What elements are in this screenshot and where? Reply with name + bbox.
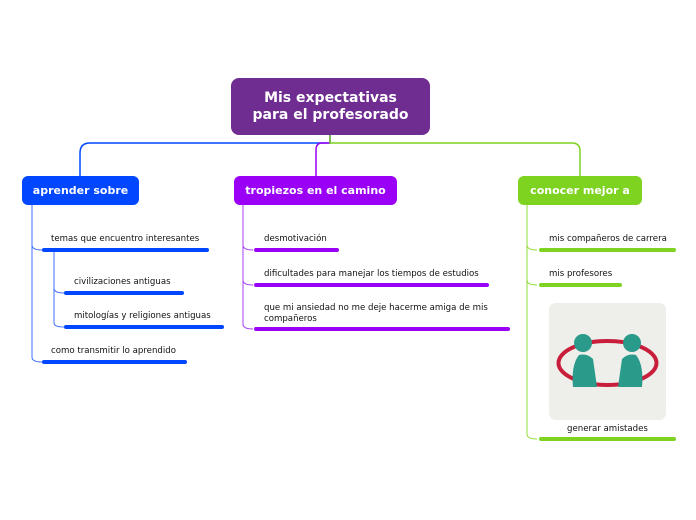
connector-blue-vertical bbox=[32, 205, 42, 362]
connector-green-item2 bbox=[527, 280, 537, 285]
topic-civilizaciones[interactable]: civilizaciones antiguas bbox=[74, 277, 171, 287]
central-topic[interactable] bbox=[231, 78, 430, 135]
connector-blue-sub1 bbox=[54, 288, 64, 293]
central-topic-line1: Mis expectativas bbox=[264, 89, 397, 106]
topic-desmotivacion[interactable]: desmotivación bbox=[264, 234, 327, 244]
connector-root-blue bbox=[80, 135, 330, 176]
image-card[interactable] bbox=[549, 303, 666, 420]
people-meeting-icon bbox=[549, 303, 666, 420]
branch-tropiezos[interactable]: tropiezos en el camino bbox=[234, 176, 397, 205]
branch-aprender-sobre[interactable]: aprender sobre bbox=[22, 176, 139, 205]
topic-amistades[interactable]: generar amistades bbox=[567, 424, 648, 434]
connector-green-item1 bbox=[527, 245, 537, 250]
topic-dificultades[interactable]: dificultades para manejar los tiempos de estudios bbox=[264, 269, 479, 279]
central-topic-line2: para el profesorado bbox=[252, 106, 409, 123]
topic-mitologias[interactable]: mitologías y religiones antiguas bbox=[74, 311, 211, 321]
topic-companeros[interactable]: mis compañeros de carrera bbox=[549, 234, 667, 244]
connector-blue-sub bbox=[54, 252, 64, 327]
connector-purple-item1 bbox=[243, 245, 253, 250]
topic-temas-interesantes[interactable]: temas que encuentro interesantes bbox=[51, 234, 200, 244]
branch-conocer-mejor[interactable]: conocer mejor a bbox=[518, 176, 642, 205]
topic-profesores[interactable]: mis profesores bbox=[549, 269, 613, 279]
connector-root-purple bbox=[316, 135, 330, 176]
topic-transmitir[interactable]: como transmitir lo aprendido bbox=[51, 346, 176, 356]
connector-purple-vertical bbox=[243, 205, 253, 329]
connector-root-green bbox=[330, 135, 580, 176]
topic-ansiedad[interactable]: que mi ansiedad no me deje hacerme amiga de mis compañeros bbox=[264, 303, 488, 324]
connector-blue-item1 bbox=[32, 245, 42, 250]
connector-green-vertical bbox=[527, 205, 537, 439]
connector-purple-item2 bbox=[243, 280, 253, 285]
